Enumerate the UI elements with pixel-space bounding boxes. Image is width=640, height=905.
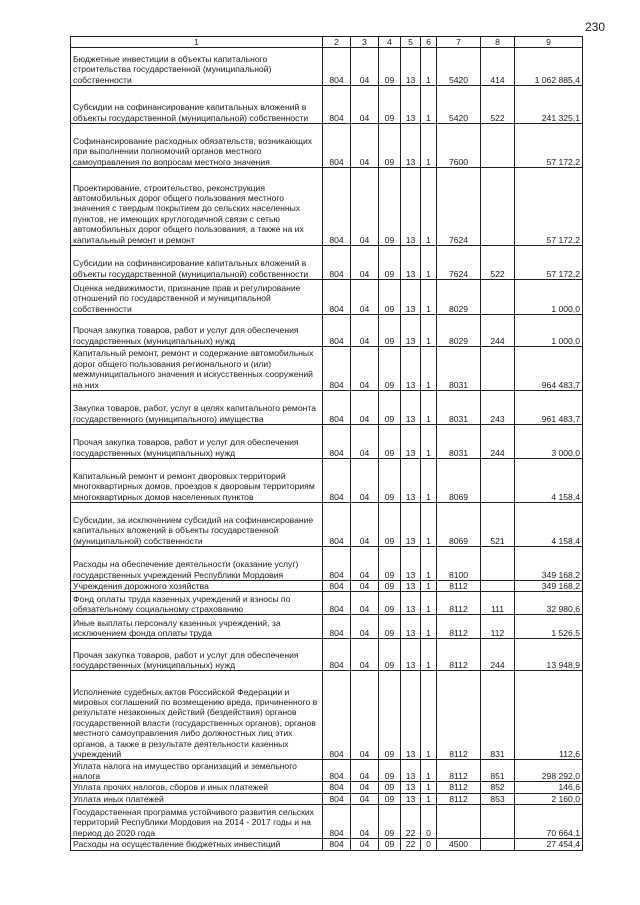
page-number: 230	[585, 20, 606, 34]
subsection-code-cell: 09	[379, 347, 401, 391]
amount-cell: 241 325,1	[515, 86, 583, 124]
expense-type-code-cell: 522	[481, 86, 515, 124]
amount-cell: 32 980,6	[515, 592, 583, 615]
program-code-cell: 13	[401, 547, 421, 581]
expense-type-code-cell	[481, 459, 515, 503]
expense-type-code-cell: 243	[481, 391, 515, 425]
subprogram-code-cell: 1	[421, 391, 437, 425]
amount-cell: 349 168,2	[515, 547, 583, 581]
table-row	[71, 168, 583, 246]
program-code-cell: 13	[401, 639, 421, 671]
ministry-code-cell: 804	[323, 793, 351, 804]
section-code-cell: 04	[351, 615, 379, 639]
program-code-cell: 13	[401, 425, 421, 459]
direction-code-cell: 4500	[437, 839, 481, 850]
expense-type-code-cell: 853	[481, 793, 515, 804]
expense-type-code-cell	[481, 581, 515, 592]
direction-code-cell: 7624	[437, 246, 481, 280]
expense-type-code-cell: 244	[481, 425, 515, 459]
program-code-cell: 13	[401, 793, 421, 804]
amount-cell: 2 160,0	[515, 793, 583, 804]
amount-cell: 1 526,5	[515, 615, 583, 639]
expense-type-code-cell: 112	[481, 615, 515, 639]
section-code-cell: 04	[351, 760, 379, 782]
header-cell: 2	[323, 37, 351, 48]
amount-cell: 112,6	[515, 671, 583, 760]
program-code-cell: 13	[401, 671, 421, 760]
ministry-code-cell: 804	[323, 168, 351, 246]
expense-type-code-cell	[481, 547, 515, 581]
subsection-code-cell: 09	[379, 639, 401, 671]
subprogram-code-cell: 1	[421, 581, 437, 592]
subprogram-code-cell: 1	[421, 124, 437, 168]
ministry-code-cell: 804	[323, 839, 351, 850]
program-code-cell: 13	[401, 86, 421, 124]
table-row	[71, 503, 583, 547]
subsection-code-cell: 09	[379, 459, 401, 503]
ministry-code-cell: 804	[323, 347, 351, 391]
subprogram-code-cell: 1	[421, 168, 437, 246]
subsection-code-cell: 09	[379, 124, 401, 168]
section-code-cell: 04	[351, 793, 379, 804]
subsection-code-cell: 09	[379, 760, 401, 782]
subsection-code-cell: 09	[379, 425, 401, 459]
subprogram-code-cell: 1	[421, 639, 437, 671]
direction-code-cell: 8112	[437, 793, 481, 804]
ministry-code-cell: 804	[323, 547, 351, 581]
section-code-cell: 04	[351, 48, 379, 86]
subprogram-code-cell: 1	[421, 782, 437, 793]
subprogram-code-cell: 1	[421, 347, 437, 391]
budget-table	[70, 36, 583, 851]
expense-name-cell: Прочая закупка товаров, работ и услуг для обеспечения государственных (муниципальных) нужд	[71, 639, 323, 671]
program-code-cell: 13	[401, 503, 421, 547]
expense-name-cell: Субсидии, за исключением субсидий на софинансирование капитальных вложений в объекты государственной (муниципальной) собственности	[71, 503, 323, 547]
ministry-code-cell: 804	[323, 246, 351, 280]
section-code-cell: 04	[351, 671, 379, 760]
expense-type-code-cell: 852	[481, 782, 515, 793]
section-code-cell: 04	[351, 547, 379, 581]
expense-type-code-cell	[481, 805, 515, 839]
ministry-code-cell: 804	[323, 782, 351, 793]
program-code-cell: 22	[401, 839, 421, 850]
expense-name-cell: Софинансирование расходных обязательств, возникающих при выполнении полномочий органов местного самоуправления по вопросам местного значения	[71, 124, 323, 168]
section-code-cell: 04	[351, 315, 379, 347]
direction-code-cell: 8112	[437, 581, 481, 592]
ministry-code-cell: 804	[323, 124, 351, 168]
amount-cell: 3 000,0	[515, 425, 583, 459]
table-row	[71, 592, 583, 615]
ministry-code-cell: 804	[323, 615, 351, 639]
subsection-code-cell: 09	[379, 671, 401, 760]
program-code-cell: 22	[401, 805, 421, 839]
header-cell: 6	[421, 37, 437, 48]
subsection-code-cell: 09	[379, 315, 401, 347]
section-code-cell: 04	[351, 581, 379, 592]
table-row	[71, 246, 583, 280]
subsection-code-cell: 09	[379, 592, 401, 615]
subsection-code-cell: 09	[379, 168, 401, 246]
amount-cell: 1 000,0	[515, 315, 583, 347]
program-code-cell: 13	[401, 782, 421, 793]
subsection-code-cell: 09	[379, 805, 401, 839]
subprogram-code-cell: 1	[421, 86, 437, 124]
direction-code-cell: 8100	[437, 547, 481, 581]
expense-type-code-cell: 522	[481, 246, 515, 280]
table-row	[71, 124, 583, 168]
expense-type-code-cell: 111	[481, 592, 515, 615]
header-cell: 9	[515, 37, 583, 48]
direction-code-cell: 8112	[437, 592, 481, 615]
table-row	[71, 48, 583, 86]
section-code-cell: 04	[351, 592, 379, 615]
amount-cell: 57 172,2	[515, 246, 583, 280]
subprogram-code-cell: 1	[421, 547, 437, 581]
program-code-cell: 13	[401, 124, 421, 168]
expense-name-cell: Проектирование, строительство, реконструкция автомобильных дорог общего пользования местного значения с твердым покрытием до сельских населенных пунктов, не имеющих круглогодичной связи с сетью автомобильных дорог общего пользования, а также на их капитальный ремонт и ремонт	[71, 168, 323, 246]
direction-code-cell: 7624	[437, 168, 481, 246]
subprogram-code-cell: 1	[421, 793, 437, 804]
section-code-cell: 04	[351, 459, 379, 503]
amount-cell: 298 292,0	[515, 760, 583, 782]
amount-cell: 349 168,2	[515, 581, 583, 592]
header-cell: 5	[401, 37, 421, 48]
section-code-cell: 04	[351, 839, 379, 850]
direction-code-cell: 8112	[437, 760, 481, 782]
subprogram-code-cell: 1	[421, 503, 437, 547]
direction-code-cell: 5420	[437, 86, 481, 124]
ministry-code-cell: 804	[323, 315, 351, 347]
program-code-cell: 13	[401, 168, 421, 246]
expense-type-code-cell: 521	[481, 503, 515, 547]
table-row	[71, 547, 583, 581]
subprogram-code-cell: 0	[421, 805, 437, 839]
direction-code-cell: 8069	[437, 459, 481, 503]
expense-type-code-cell: 831	[481, 671, 515, 760]
subprogram-code-cell: 1	[421, 315, 437, 347]
expense-name-cell: Прочая закупка товаров, работ и услуг для обеспечения государственных (муниципальных) нужд	[71, 315, 323, 347]
direction-code-cell: 8112	[437, 615, 481, 639]
expense-type-code-cell	[481, 168, 515, 246]
expense-name-cell: Учреждения дорожного хозяйства	[71, 581, 323, 592]
section-code-cell: 04	[351, 168, 379, 246]
program-code-cell: 13	[401, 581, 421, 592]
subsection-code-cell: 09	[379, 48, 401, 86]
expense-name-cell: Уплата налога на имущество организаций и земельного налога	[71, 760, 323, 782]
table-row	[71, 782, 583, 793]
section-code-cell: 04	[351, 86, 379, 124]
expense-name-cell: Уплата прочих налогов, сборов и иных платежей	[71, 782, 323, 793]
subprogram-code-cell: 1	[421, 246, 437, 280]
expense-type-code-cell: 414	[481, 48, 515, 86]
subsection-code-cell: 09	[379, 547, 401, 581]
subsection-code-cell: 09	[379, 391, 401, 425]
direction-code-cell: 8029	[437, 315, 481, 347]
expense-name-cell: Закупка товаров, работ, услуг в целях капитального ремонта государственного (муниципального) имущества	[71, 391, 323, 425]
direction-code-cell: 8112	[437, 671, 481, 760]
program-code-cell: 13	[401, 347, 421, 391]
direction-code-cell: 8031	[437, 391, 481, 425]
expense-name-cell: Иные выплаты персоналу казенных учреждений, за исключением фонда оплаты труда	[71, 615, 323, 639]
section-code-cell: 04	[351, 246, 379, 280]
expense-name-cell: Фонд оплаты труда казенных учреждений и взносы по обязательному социальному страхованию	[71, 592, 323, 615]
ministry-code-cell: 804	[323, 86, 351, 124]
expense-type-code-cell	[481, 839, 515, 850]
expense-name-cell: Субсидии на софинансирование капитальных вложений в объекты государственной (муниципальной) собственности	[71, 86, 323, 124]
ministry-code-cell: 804	[323, 639, 351, 671]
ministry-code-cell: 804	[323, 48, 351, 86]
amount-cell: 961 483,7	[515, 391, 583, 425]
expense-name-cell: Оценка недвижимости, признание прав и регулирование отношений по государственной и муниципальной собственности	[71, 280, 323, 315]
subprogram-code-cell: 1	[421, 615, 437, 639]
header-cell: 3	[351, 37, 379, 48]
ministry-code-cell: 804	[323, 671, 351, 760]
ministry-code-cell: 804	[323, 592, 351, 615]
direction-code-cell: 8029	[437, 280, 481, 315]
subprogram-code-cell: 1	[421, 760, 437, 782]
subprogram-code-cell: 0	[421, 839, 437, 850]
amount-cell: 1 000,0	[515, 280, 583, 315]
section-code-cell: 04	[351, 347, 379, 391]
expense-name-cell: Уплата иных платежей	[71, 793, 323, 804]
expense-type-code-cell	[481, 347, 515, 391]
program-code-cell: 13	[401, 760, 421, 782]
program-code-cell: 13	[401, 315, 421, 347]
header-row	[71, 37, 583, 48]
direction-code-cell: 5420	[437, 48, 481, 86]
expense-name-cell: Бюджетные инвестиции в объекты капитального строительства государственной (муниципальной) собственности	[71, 48, 323, 86]
direction-code-cell: 7600	[437, 124, 481, 168]
expense-name-cell: Государственная программа устойчивого развития сельских территорий Республики Мордовия на 2014 - 2017 годы и на период до 2020 года	[71, 805, 323, 839]
table-row	[71, 639, 583, 671]
direction-code-cell: 8031	[437, 347, 481, 391]
direction-code-cell: 8031	[437, 425, 481, 459]
direction-code-cell	[437, 805, 481, 839]
header-cell: 4	[379, 37, 401, 48]
table-row	[71, 839, 583, 850]
table-row	[71, 315, 583, 347]
expense-type-code-cell: 851	[481, 760, 515, 782]
expense-name-cell: Расходы на обеспечение деятельности (оказание услуг) государственных учреждений Республики Мордовия	[71, 547, 323, 581]
subprogram-code-cell: 1	[421, 671, 437, 760]
direction-code-cell: 8112	[437, 639, 481, 671]
amount-cell: 57 172,2	[515, 168, 583, 246]
ministry-code-cell: 804	[323, 459, 351, 503]
subsection-code-cell: 09	[379, 503, 401, 547]
direction-code-cell: 8112	[437, 782, 481, 793]
ministry-code-cell: 804	[323, 805, 351, 839]
subsection-code-cell: 09	[379, 246, 401, 280]
header-cell: 1	[71, 37, 323, 48]
subprogram-code-cell: 1	[421, 459, 437, 503]
ministry-code-cell: 804	[323, 391, 351, 425]
subsection-code-cell: 09	[379, 782, 401, 793]
expense-name-cell: Прочая закупка товаров, работ и услуг для обеспечения государственных (муниципальных) нужд	[71, 425, 323, 459]
expense-name-cell: Исполнение судебных актов Российской Федерации и мировых соглашений по возмещению вреда, причиненного в результате незаконных действий (бездействия) органов государственной власти (государственных органов), органов местного самоуправления либо должностных лиц этих органов, а также в результате деятельности казенных учреждений	[71, 671, 323, 760]
table-row	[71, 760, 583, 782]
section-code-cell: 04	[351, 391, 379, 425]
amount-cell: 57 172,2	[515, 124, 583, 168]
table-row	[71, 391, 583, 425]
subprogram-code-cell: 1	[421, 280, 437, 315]
expense-type-code-cell: 244	[481, 315, 515, 347]
ministry-code-cell: 804	[323, 760, 351, 782]
amount-cell: 70 664,1	[515, 805, 583, 839]
direction-code-cell: 8069	[437, 503, 481, 547]
table-row	[71, 425, 583, 459]
subsection-code-cell: 09	[379, 793, 401, 804]
section-code-cell: 04	[351, 280, 379, 315]
table-row	[71, 615, 583, 639]
expense-type-code-cell: 244	[481, 639, 515, 671]
amount-cell: 1 062 885,4	[515, 48, 583, 86]
expense-type-code-cell	[481, 124, 515, 168]
section-code-cell: 04	[351, 425, 379, 459]
section-code-cell: 04	[351, 639, 379, 671]
section-code-cell: 04	[351, 503, 379, 547]
amount-cell: 4 158,4	[515, 503, 583, 547]
section-code-cell: 04	[351, 124, 379, 168]
program-code-cell: 13	[401, 280, 421, 315]
program-code-cell: 13	[401, 48, 421, 86]
subsection-code-cell: 09	[379, 839, 401, 850]
section-code-cell: 04	[351, 805, 379, 839]
amount-cell: 964 483,7	[515, 347, 583, 391]
table-row	[71, 671, 583, 760]
table-row	[71, 347, 583, 391]
expense-name-cell: Капитальный ремонт и ремонт дворовых территорий многоквартирных домов, проездов к дворовым территориям многоквартирных домов населенных пунктов	[71, 459, 323, 503]
table-body	[71, 48, 583, 851]
amount-cell: 13 948,9	[515, 639, 583, 671]
program-code-cell: 13	[401, 459, 421, 503]
ministry-code-cell: 804	[323, 503, 351, 547]
header-cell: 8	[481, 37, 515, 48]
expense-name-cell: Расходы на осуществление бюджетных инвестиций	[71, 839, 323, 850]
amount-cell: 146,6	[515, 782, 583, 793]
program-code-cell: 13	[401, 246, 421, 280]
program-code-cell: 13	[401, 615, 421, 639]
subsection-code-cell: 09	[379, 581, 401, 592]
subsection-code-cell: 09	[379, 615, 401, 639]
section-code-cell: 04	[351, 782, 379, 793]
program-code-cell: 13	[401, 592, 421, 615]
subsection-code-cell: 09	[379, 280, 401, 315]
amount-cell: 4 158,4	[515, 459, 583, 503]
table-row	[71, 793, 583, 804]
table-row	[71, 280, 583, 315]
table-row	[71, 86, 583, 124]
table-row	[71, 459, 583, 503]
expense-type-code-cell	[481, 280, 515, 315]
ministry-code-cell: 804	[323, 425, 351, 459]
ministry-code-cell: 804	[323, 280, 351, 315]
subprogram-code-cell: 1	[421, 48, 437, 86]
subprogram-code-cell: 1	[421, 592, 437, 615]
table-row	[71, 805, 583, 839]
program-code-cell: 13	[401, 391, 421, 425]
amount-cell: 27 454,4	[515, 839, 583, 850]
subprogram-code-cell: 1	[421, 425, 437, 459]
ministry-code-cell: 804	[323, 581, 351, 592]
subsection-code-cell: 09	[379, 86, 401, 124]
expense-name-cell: Субсидии на софинансирование капитальных вложений в объекты государственной (муниципальной) собственности	[71, 246, 323, 280]
table-row	[71, 581, 583, 592]
header-cell: 7	[437, 37, 481, 48]
expense-name-cell: Капитальный ремонт, ремонт и содержание автомобильных дорог общего пользования регионального и (или) межмуниципального значения и искусственных сооружений на них	[71, 347, 323, 391]
